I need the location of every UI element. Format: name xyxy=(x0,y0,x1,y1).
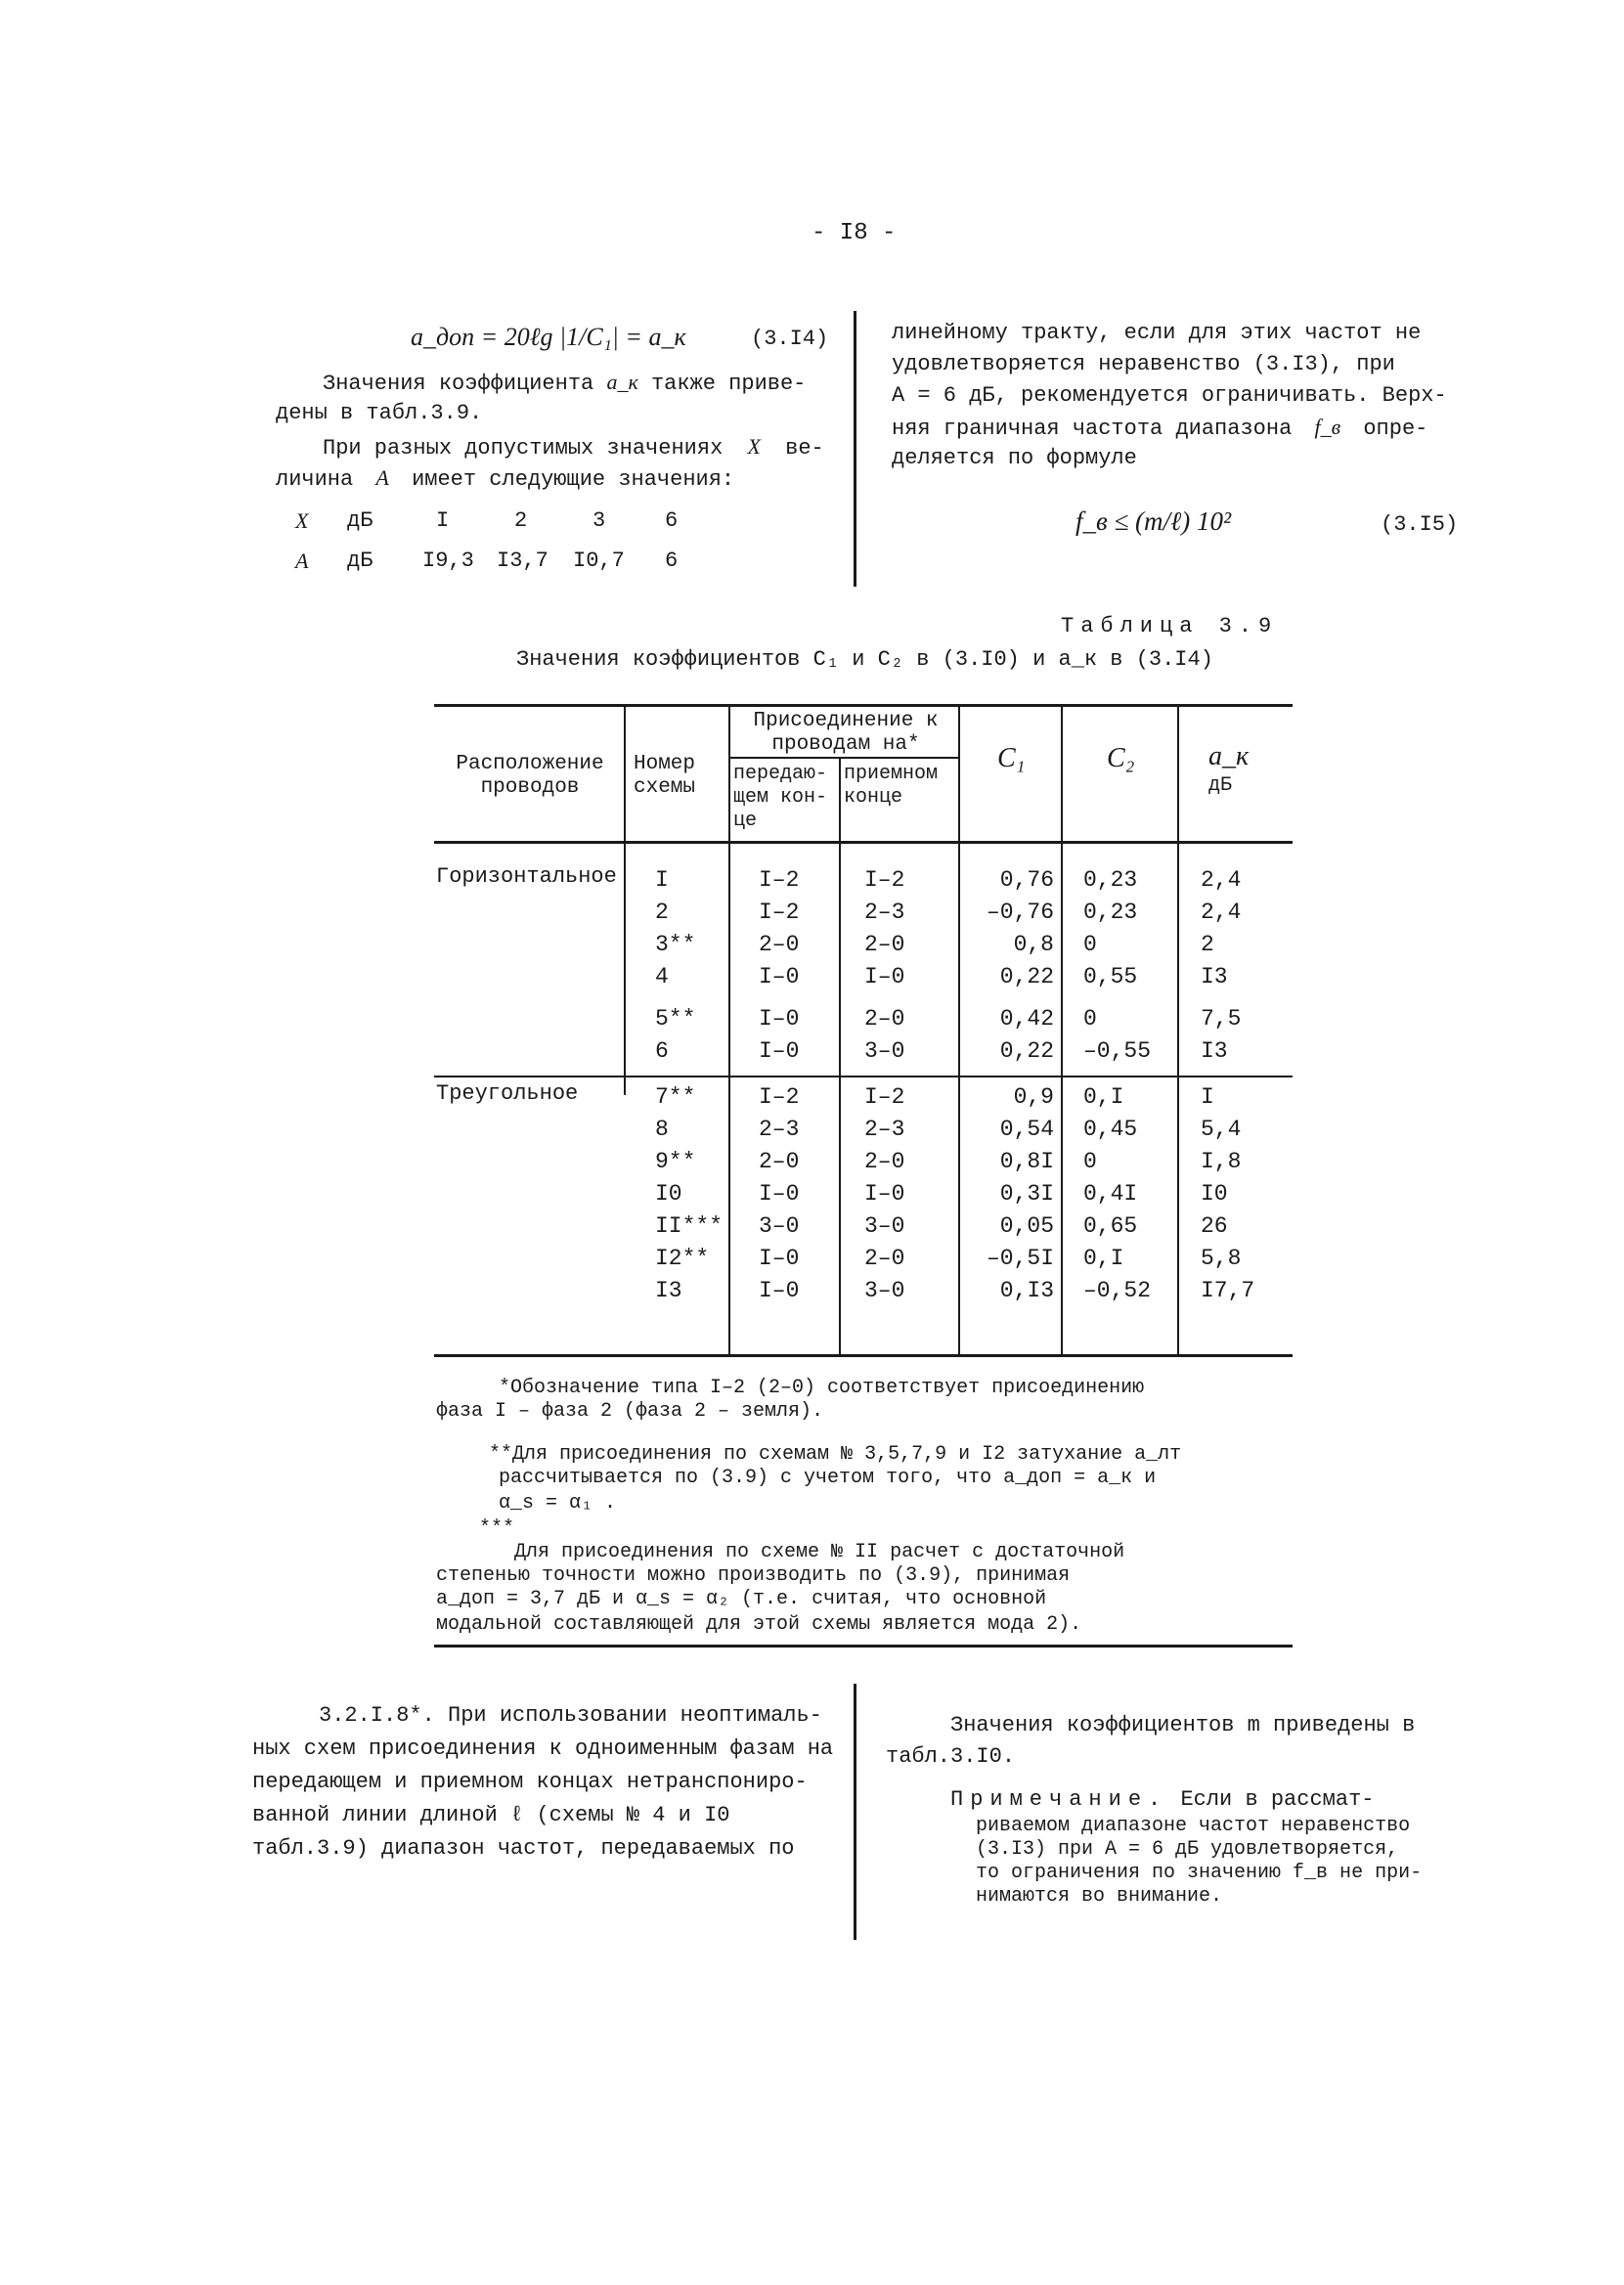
note-line1: Примечание. Если в рассмат- xyxy=(950,1787,1375,1812)
column-divider-bottom xyxy=(854,1684,856,1940)
table-cell: –0,76 xyxy=(986,900,1054,925)
receiving-triangular xyxy=(864,1081,904,1307)
footnote3-mark: *** xyxy=(479,1517,515,1540)
note-line5: нимаются во внимание. xyxy=(976,1885,1223,1908)
table-cell: I–0 xyxy=(759,1038,800,1064)
col-rule-5 xyxy=(1061,704,1063,1354)
header-placement: Расположение проводов xyxy=(456,753,604,799)
table-cell: 2 xyxy=(1201,932,1214,957)
col-rule-6 xyxy=(1177,704,1179,1354)
table-cell: 6 xyxy=(655,1038,669,1064)
table-cell: I–0 xyxy=(759,1181,800,1207)
footnote3-line3: a_доп = 3,7 дБ и α_s = α₂ (т.е. считая, что основной xyxy=(436,1588,1047,1610)
note-line4: то ограничения по значению f_в не при- xyxy=(976,1862,1423,1884)
group-name-horizontal: Горизонтальное xyxy=(436,864,617,889)
receiving-horizontal xyxy=(864,864,904,1068)
header-ak: a_к xyxy=(1208,741,1250,771)
table-cell: 0,45 xyxy=(1083,1117,1138,1142)
table-cell: 3** xyxy=(655,932,696,957)
table-cell: 0,8 xyxy=(1013,932,1054,957)
table-cell: 7,5 xyxy=(1201,1006,1242,1032)
left-bottom-line4: ванной линии длиной ℓ (схемы № 4 и I0 xyxy=(252,1803,730,1827)
c2-triangular xyxy=(1083,1081,1151,1307)
table-cell: I7,7 xyxy=(1201,1278,1255,1303)
table-cell: 0,4I xyxy=(1083,1181,1138,1207)
formula-3-14: a_доп = 20ℓg |1/C₁| = a_к xyxy=(411,323,686,351)
table-cell: 8 xyxy=(655,1117,669,1142)
formula-3-15: f_в ≤ (m/ℓ) 10² xyxy=(1075,506,1232,536)
sending-triangular xyxy=(759,1081,799,1307)
table-cell: 3–0 xyxy=(864,1213,905,1239)
table-cell: 0,42 xyxy=(999,1006,1054,1032)
ak-horizontal xyxy=(1201,864,1241,1068)
table-cell: 9** xyxy=(655,1149,696,1174)
header-bottom-rule xyxy=(434,841,1293,844)
left-bottom-line1: 3.2.I.8*. При использовании неоптималь- xyxy=(319,1703,822,1728)
table-cell: I–0 xyxy=(759,1278,800,1303)
table-cell: 0,3I xyxy=(999,1181,1054,1207)
right-top-line2: удовлетворяется неравенство (3.I3), при xyxy=(892,352,1395,376)
header-receiving: приемном конце xyxy=(844,763,939,809)
table-cell: 4 xyxy=(655,964,669,989)
table-cell: 2–0 xyxy=(864,932,905,957)
table-cell: 0,05 xyxy=(999,1213,1054,1239)
table-cell: I–2 xyxy=(759,867,800,893)
table-cell: I2** xyxy=(655,1246,710,1271)
footnote2-line1: **Для присоединения по схемам № 3,5,7,9 и I2 затухание a_лт xyxy=(489,1443,1182,1466)
footnote2-line3: α_s = α₁ . xyxy=(499,1492,617,1515)
left-bottom-line2: ных схем присоединения к одноименным фазам на xyxy=(252,1736,834,1761)
table-cell: I–0 xyxy=(864,964,905,989)
table-label: Таблица 3.9 xyxy=(1061,614,1279,638)
table-cell: I–2 xyxy=(759,900,800,925)
table-cell: 0 xyxy=(1083,1149,1097,1174)
table-cell: I3 xyxy=(655,1278,682,1303)
table-cell: 3–0 xyxy=(759,1213,800,1239)
header-ak-unit: дБ xyxy=(1208,774,1233,797)
table-cell: 0 xyxy=(1083,1006,1097,1032)
table-cell: 3–0 xyxy=(864,1038,905,1064)
table-cell: 0,65 xyxy=(1083,1213,1138,1239)
footnote3-line1: Для присоединения по схеме № II расчет с достаточной xyxy=(514,1541,1125,1563)
header-scheme: Номер схемы xyxy=(634,753,696,799)
footnote2-line2: рассчитывается по (3.9) с учетом того, что a_доп = a_к и xyxy=(499,1467,1157,1489)
table-cell: 0,76 xyxy=(999,867,1054,893)
right-top-line5: деляется по формуле xyxy=(892,446,1137,470)
c1-triangular xyxy=(968,1081,1054,1307)
table-cell: 2–3 xyxy=(759,1117,800,1142)
table-cell: I xyxy=(1201,1084,1214,1110)
table-cell: 2 xyxy=(655,900,669,925)
table-cell: I–0 xyxy=(759,1246,800,1271)
table-cell: I3 xyxy=(1201,964,1228,989)
table-cell: I3 xyxy=(1201,1038,1228,1064)
table-cell: 5,8 xyxy=(1201,1246,1242,1271)
page-number: - I8 - xyxy=(812,220,897,246)
right-top-line4: няя граничная частота диапазона f_в опре- xyxy=(892,415,1428,441)
right-bottom-line1: Значения коэффициентов m приведены в xyxy=(950,1713,1416,1737)
table-cell: I xyxy=(655,867,669,893)
table-cell: 0,9 xyxy=(1013,1084,1054,1110)
table-cell: 0,54 xyxy=(999,1117,1054,1142)
table-cell: I,8 xyxy=(1201,1149,1242,1174)
table-caption: Значения коэффициентов C₁ и C₂ в (3.I0) и a_к в (3.I4) xyxy=(516,647,1213,672)
footnote3-line2: степенью точности можно производить по (3.9), принимая xyxy=(436,1564,1071,1587)
group-separator-rule xyxy=(434,1076,1293,1077)
header-c1: C₁ xyxy=(997,743,1026,773)
table-cell: 2–0 xyxy=(759,932,800,957)
table-cell: 0,I xyxy=(1083,1246,1124,1271)
table-cell: –0,55 xyxy=(1083,1038,1152,1064)
footnote3-line4: модальной составляющей для этой схемы является мода 2). xyxy=(436,1613,1082,1636)
c2-horizontal xyxy=(1083,864,1151,1068)
formula-3-15-number: (3.I5) xyxy=(1381,512,1459,537)
table-cell: 2,4 xyxy=(1201,867,1242,893)
table-cell: 0,23 xyxy=(1083,900,1138,925)
para2-line1: При разных допустимых значениях X ве- xyxy=(323,434,824,461)
table-cell: I0 xyxy=(655,1181,682,1207)
table-cell: I–2 xyxy=(759,1084,800,1110)
note-line3: (3.I3) при A = 6 дБ удовлетворяется, xyxy=(976,1838,1399,1861)
table-cell: I–2 xyxy=(864,1084,905,1110)
table-cell: 5** xyxy=(655,1006,696,1032)
table-cell: 2–0 xyxy=(759,1149,800,1174)
table-bottom-rule xyxy=(434,1354,1293,1357)
col-rule-3 xyxy=(839,759,841,1354)
table-cell: 0,23 xyxy=(1083,867,1138,893)
header-connection: Присоединение к проводам на* xyxy=(753,710,939,756)
table-cell: 3–0 xyxy=(864,1278,905,1303)
table-cell: 0,8I xyxy=(999,1149,1054,1174)
footnote1-line2: фаза I – фаза 2 (фаза 2 – земля). xyxy=(436,1400,824,1423)
table-cell: 0 xyxy=(1083,932,1097,957)
ak-triangular xyxy=(1201,1081,1254,1307)
table-cell: 0,22 xyxy=(999,964,1054,989)
table-cell: 2–3 xyxy=(864,900,905,925)
group-name-triangular: Треугольное xyxy=(436,1081,579,1106)
right-top-line3: A = 6 дБ, рекомендуется ограничивать. Верх- xyxy=(892,383,1447,408)
table-cell: I–0 xyxy=(864,1181,905,1207)
table-cell: 2–0 xyxy=(864,1246,905,1271)
table-cell: 5,4 xyxy=(1201,1117,1242,1142)
header-sending: передаю- щем кон- це xyxy=(733,763,828,832)
table-cell: –0,5I xyxy=(986,1246,1054,1271)
table-cell: 2–0 xyxy=(864,1006,905,1032)
table-cell: II*** xyxy=(655,1213,724,1239)
table-cell: 0,55 xyxy=(1083,964,1138,989)
left-bottom-line3: передающем и приемном концах нетранспониро- xyxy=(252,1770,808,1794)
table-cell: 7** xyxy=(655,1084,696,1110)
table-cell: 0,22 xyxy=(999,1038,1054,1064)
table-cell: I–0 xyxy=(759,964,800,989)
para1-line2: дены в табл.3.9. xyxy=(276,401,483,425)
sending-horizontal xyxy=(759,864,799,1068)
table-cell: I–0 xyxy=(759,1006,800,1032)
footnotes-bottom-rule xyxy=(434,1645,1293,1648)
table-cell: 26 xyxy=(1201,1213,1228,1239)
table-cell: I–2 xyxy=(864,867,905,893)
header-c2: C₂ xyxy=(1107,743,1135,773)
col-rule-2 xyxy=(728,704,730,1354)
column-divider-top xyxy=(854,311,856,587)
table-cell: 2–3 xyxy=(864,1117,905,1142)
table-cell: 2,4 xyxy=(1201,900,1242,925)
left-bottom-line5: табл.3.9) диапазон частот, передаваемых по xyxy=(252,1836,795,1861)
table-cell: 0,I xyxy=(1083,1084,1124,1110)
right-bottom-line2: табл.3.I0. xyxy=(886,1744,1016,1769)
c1-horizontal xyxy=(968,864,1054,1068)
table-cell: 0,I3 xyxy=(999,1278,1054,1303)
right-top-line1: линейному тракту, если для этих частот не xyxy=(892,321,1422,345)
header-inner-rule xyxy=(728,757,959,759)
note-line2: риваемом диапазоне частот неравенство xyxy=(976,1815,1411,1837)
table-cell: 2–0 xyxy=(864,1149,905,1174)
table-top-rule xyxy=(434,704,1293,707)
col-rule-1 xyxy=(624,704,626,1095)
table-cell: I0 xyxy=(1201,1181,1228,1207)
formula-3-14-number: (3.I4) xyxy=(751,327,829,351)
table-cell: –0,52 xyxy=(1083,1278,1152,1303)
footnote1-line1: *Обозначение типа I–2 (2–0) соответствует присоединению xyxy=(499,1377,1145,1399)
col-rule-4 xyxy=(958,704,960,1354)
schemes-horizontal xyxy=(655,864,695,1068)
schemes-triangular xyxy=(655,1081,723,1307)
para1-line1: Значения коэффициента a_к также приве- xyxy=(323,370,807,396)
para2-line2: личина A имеет следующие значения: xyxy=(276,465,735,492)
